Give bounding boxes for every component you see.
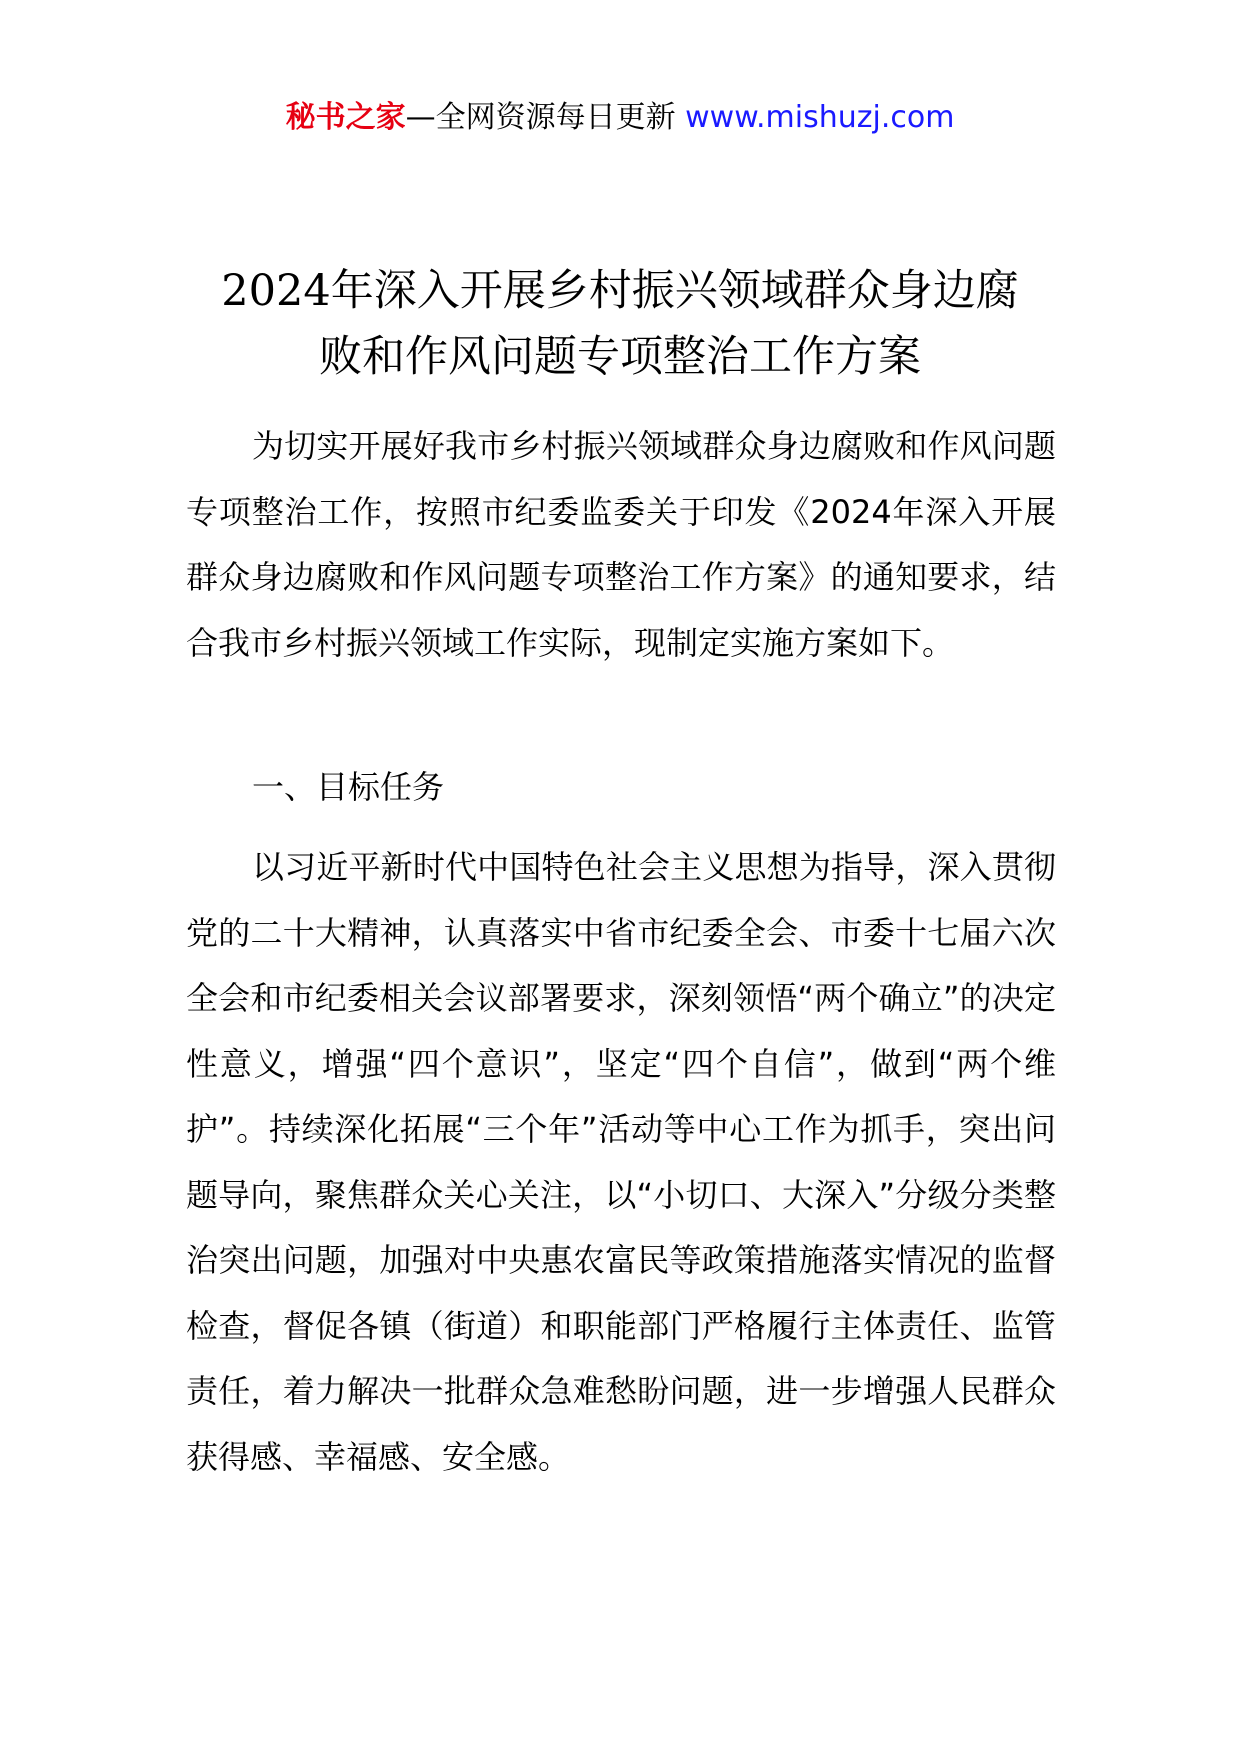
title-line1: 年深入开展乡村振兴领域群众身边腐	[330, 266, 1019, 316]
site-url-link[interactable]: www.mishuzj.com	[685, 100, 955, 135]
brand-name: 秘书之家	[285, 100, 406, 135]
site-banner	[0, 96, 1240, 140]
goals-paragraph: 以习近平新时代中国特色社会主义思想为指导，深入贯彻党的二十大精神，认真落实中省市纪委全会、市委十七届六次全会和市纪委相关会议部署要求，深刻领悟“两个确立”的决定性意义，增强“四个意识”，坚定“四个自信”，做到“两个维护”。持续深化拓展“三个年”活动等中心工作为抓手，突出问题导向，聚焦群众关心关注，以“小切口、大深入”分级分类整治突出问题，加强对中央惠农富民等政策措施落实情况的监督检查，督促各镇（街道）和职能部门严格履行主体责任、监管责任，着力解决一批群众急难愁盼问题，进一步增强人民群众获得感、幸福感、安全感。	[186, 848, 1056, 1476]
title-year: 2024	[221, 266, 331, 316]
document-title	[150, 258, 1090, 390]
section-heading-goals: 一、目标任务	[252, 768, 445, 806]
title-line2: 败和作风问题专项整治工作方案	[319, 332, 921, 382]
intro-paragraph: 为切实开展好我市乡村振兴领域群众身边腐败和作风问题专项整治工作，按照市纪委监委关于印发《2024年深入开展群众身边腐败和作风问题专项整治工作方案》的通知要求，结合我市乡村振兴领域工作实际，现制定实施方案如下。	[186, 427, 1056, 662]
banner-tagline: —全网资源每日更新	[405, 100, 676, 135]
